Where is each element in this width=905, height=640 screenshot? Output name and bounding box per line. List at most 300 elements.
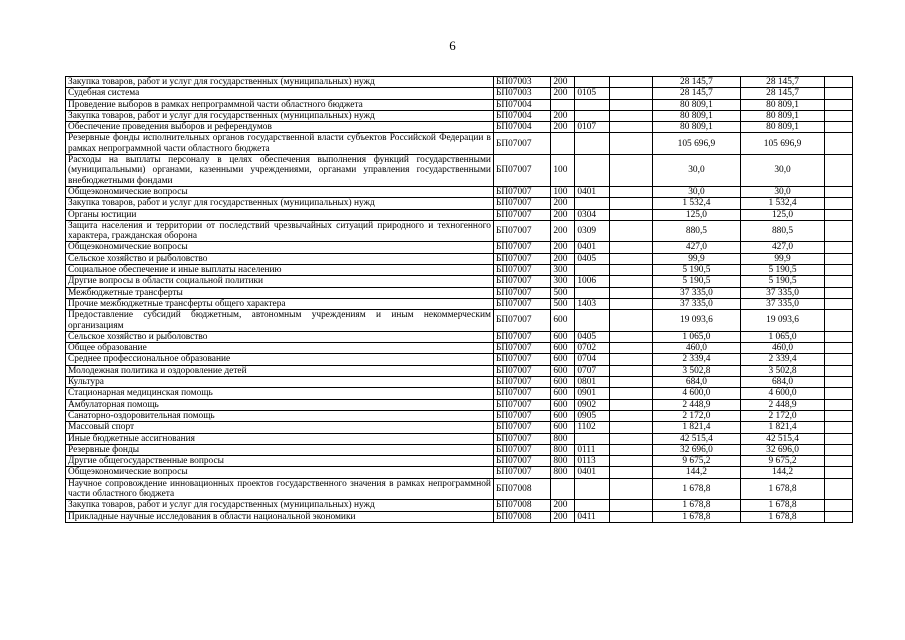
amount-cell: 80 809,1 — [741, 110, 825, 121]
section-code-cell: 1403 — [575, 298, 609, 309]
item-name-cell: Резервные фонды — [66, 444, 494, 455]
target-code-cell: БП07007 — [493, 365, 550, 376]
empty-cell — [824, 456, 852, 467]
expense-type-cell — [551, 99, 575, 110]
expense-type-cell: 200 — [551, 77, 575, 88]
amount-cell: 80 809,1 — [741, 99, 825, 110]
table-row — [66, 198, 853, 209]
amount-cell: 4 600,0 — [652, 388, 741, 399]
empty-cell — [824, 467, 852, 478]
item-name-cell: Общеэкономические вопросы — [66, 186, 494, 197]
amount-cell: 37 335,0 — [652, 287, 741, 298]
target-code-cell: БП07008 — [493, 511, 550, 522]
expense-type-cell: 600 — [551, 388, 575, 399]
empty-cell — [609, 365, 652, 376]
empty-cell — [609, 99, 652, 110]
table-row — [66, 478, 853, 500]
amount-cell: 1 821,4 — [741, 422, 825, 433]
item-name-cell: Молодежная политика и оздоровление детей — [66, 365, 494, 376]
empty-cell — [824, 343, 852, 354]
target-code-cell: БП07007 — [493, 343, 550, 354]
expense-type-cell: 600 — [551, 310, 575, 332]
section-code-cell: 0309 — [575, 220, 609, 242]
expense-type-cell: 200 — [551, 122, 575, 133]
item-name-cell: Закупка товаров, работ и услуг для государственных (муниципальных) нужд — [66, 77, 494, 88]
section-code-cell — [575, 77, 609, 88]
item-name-cell: Обеспечение проведения выборов и референдумов — [66, 122, 494, 133]
section-code-cell — [575, 500, 609, 511]
empty-cell — [609, 456, 652, 467]
expense-type-cell: 600 — [551, 410, 575, 421]
expense-type-cell: 200 — [551, 242, 575, 253]
expense-type-cell: 600 — [551, 343, 575, 354]
expense-type-cell: 600 — [551, 422, 575, 433]
empty-cell — [824, 444, 852, 455]
amount-cell: 1 678,8 — [741, 511, 825, 522]
section-code-cell — [575, 99, 609, 110]
target-code-cell: БП07007 — [493, 155, 550, 187]
empty-cell — [609, 478, 652, 500]
table-row — [66, 99, 853, 110]
empty-cell — [609, 310, 652, 332]
table-row — [66, 122, 853, 133]
target-code-cell: БП07007 — [493, 433, 550, 444]
target-code-cell: БП07007 — [493, 198, 550, 209]
target-code-cell: БП07007 — [493, 354, 550, 365]
amount-cell: 1 678,8 — [652, 478, 741, 500]
target-code-cell: БП07007 — [493, 388, 550, 399]
amount-cell: 427,0 — [741, 242, 825, 253]
empty-cell — [824, 388, 852, 399]
item-name-cell: Сельское хозяйство и рыболовство — [66, 253, 494, 264]
item-name-cell: Органы юстиции — [66, 209, 494, 220]
amount-cell: 3 502,8 — [741, 365, 825, 376]
item-name-cell: Закупка товаров, работ и услуг для государственных (муниципальных) нужд — [66, 198, 494, 209]
item-name-cell: Закупка товаров, работ и услуг для государственных (муниципальных) нужд — [66, 500, 494, 511]
amount-cell: 4 600,0 — [741, 388, 825, 399]
empty-cell — [824, 99, 852, 110]
expense-type-cell: 500 — [551, 287, 575, 298]
amount-cell: 125,0 — [652, 209, 741, 220]
empty-cell — [609, 467, 652, 478]
table-row — [66, 276, 853, 287]
target-code-cell: БП07007 — [493, 220, 550, 242]
section-code-cell: 1102 — [575, 422, 609, 433]
empty-cell — [824, 122, 852, 133]
table-row — [66, 456, 853, 467]
table-row — [66, 377, 853, 388]
empty-cell — [824, 88, 852, 99]
amount-cell: 30,0 — [652, 155, 741, 187]
item-name-cell: Иные бюджетные ассигнования — [66, 433, 494, 444]
table-row — [66, 155, 853, 187]
table-row — [66, 500, 853, 511]
table-row — [66, 399, 853, 410]
amount-cell: 28 145,7 — [741, 88, 825, 99]
empty-cell — [609, 220, 652, 242]
item-name-cell: Сельское хозяйство и рыболовство — [66, 331, 494, 342]
empty-cell — [609, 444, 652, 455]
amount-cell: 30,0 — [741, 186, 825, 197]
section-code-cell: 0105 — [575, 88, 609, 99]
target-code-cell: БП07008 — [493, 500, 550, 511]
empty-cell — [824, 220, 852, 242]
empty-cell — [609, 354, 652, 365]
section-code-cell: 0401 — [575, 467, 609, 478]
expense-type-cell — [551, 478, 575, 500]
table-row — [66, 186, 853, 197]
empty-cell — [609, 122, 652, 133]
item-name-cell: Амбулаторная помощь — [66, 399, 494, 410]
target-code-cell: БП07007 — [493, 377, 550, 388]
item-name-cell: Социальное обеспечение и иные выплаты населению — [66, 265, 494, 276]
section-code-cell: 0411 — [575, 511, 609, 522]
section-code-cell: 0902 — [575, 399, 609, 410]
empty-cell — [824, 310, 852, 332]
amount-cell: 1 532,4 — [741, 198, 825, 209]
target-code-cell: БП07007 — [493, 209, 550, 220]
expense-type-cell: 200 — [551, 220, 575, 242]
table-row — [66, 209, 853, 220]
empty-cell — [609, 410, 652, 421]
empty-cell — [824, 253, 852, 264]
target-code-cell: БП07007 — [493, 444, 550, 455]
empty-cell — [609, 198, 652, 209]
expense-type-cell: 300 — [551, 276, 575, 287]
empty-cell — [609, 331, 652, 342]
section-code-cell: 0707 — [575, 365, 609, 376]
target-code-cell: БП07007 — [493, 253, 550, 264]
amount-cell: 19 093,6 — [652, 310, 741, 332]
table-row — [66, 511, 853, 522]
amount-cell: 105 696,9 — [741, 133, 825, 155]
empty-cell — [824, 198, 852, 209]
empty-cell — [824, 511, 852, 522]
page-number: 6 — [449, 38, 456, 53]
empty-cell — [609, 343, 652, 354]
amount-cell: 460,0 — [652, 343, 741, 354]
empty-cell — [609, 242, 652, 253]
section-code-cell — [575, 110, 609, 121]
target-code-cell: БП07004 — [493, 110, 550, 121]
target-code-cell: БП07004 — [493, 99, 550, 110]
budget-table — [65, 76, 853, 523]
empty-cell — [609, 433, 652, 444]
amount-cell: 80 809,1 — [652, 110, 741, 121]
section-code-cell — [575, 310, 609, 332]
amount-cell: 1 678,8 — [652, 511, 741, 522]
table-row — [66, 433, 853, 444]
section-code-cell — [575, 478, 609, 500]
amount-cell: 30,0 — [652, 186, 741, 197]
target-code-cell: БП07007 — [493, 467, 550, 478]
item-name-cell: Массовый спорт — [66, 422, 494, 433]
amount-cell: 5 190,5 — [741, 276, 825, 287]
item-name-cell: Расходы на выплаты персоналу в целях обеспечения выполнения функций государственными (муниципальными) органами, казенными учреждениями, органами управления государственными внебюджетными фондами — [66, 155, 494, 187]
amount-cell: 80 809,1 — [652, 122, 741, 133]
expense-type-cell: 600 — [551, 365, 575, 376]
amount-cell: 80 809,1 — [741, 122, 825, 133]
target-code-cell: БП07003 — [493, 88, 550, 99]
target-code-cell: БП07007 — [493, 133, 550, 155]
target-code-cell: БП07007 — [493, 265, 550, 276]
empty-cell — [609, 276, 652, 287]
amount-cell: 2 339,4 — [741, 354, 825, 365]
section-code-cell: 1006 — [575, 276, 609, 287]
empty-cell — [609, 399, 652, 410]
target-code-cell: БП07003 — [493, 77, 550, 88]
amount-cell: 144,2 — [741, 467, 825, 478]
empty-cell — [824, 287, 852, 298]
item-name-cell: Закупка товаров, работ и услуг для государственных (муниципальных) нужд — [66, 110, 494, 121]
empty-cell — [824, 265, 852, 276]
empty-cell — [824, 77, 852, 88]
table-row — [66, 220, 853, 242]
amount-cell: 1 065,0 — [741, 331, 825, 342]
amount-cell: 80 809,1 — [652, 99, 741, 110]
expense-type-cell: 600 — [551, 399, 575, 410]
empty-cell — [824, 500, 852, 511]
expense-type-cell: 600 — [551, 354, 575, 365]
item-name-cell: Предоставление субсидий бюджетным, автономным учреждениям и иным некоммерческим организациям — [66, 310, 494, 332]
amount-cell: 1 532,4 — [652, 198, 741, 209]
amount-cell: 19 093,6 — [741, 310, 825, 332]
item-name-cell: Стационарная медицинская помощь — [66, 388, 494, 399]
amount-cell: 880,5 — [652, 220, 741, 242]
section-code-cell — [575, 265, 609, 276]
section-code-cell — [575, 133, 609, 155]
amount-cell: 42 515,4 — [741, 433, 825, 444]
empty-cell — [824, 155, 852, 187]
amount-cell: 1 821,4 — [652, 422, 741, 433]
empty-cell — [609, 209, 652, 220]
section-code-cell: 0801 — [575, 377, 609, 388]
amount-cell: 460,0 — [741, 343, 825, 354]
table-row — [66, 331, 853, 342]
amount-cell: 880,5 — [741, 220, 825, 242]
amount-cell: 37 335,0 — [741, 287, 825, 298]
table-row — [66, 410, 853, 421]
amount-cell: 2 172,0 — [741, 410, 825, 421]
table-row — [66, 242, 853, 253]
expense-type-cell: 800 — [551, 467, 575, 478]
empty-cell — [824, 186, 852, 197]
expense-type-cell: 100 — [551, 186, 575, 197]
item-name-cell: Защита населения и территории от последствий чрезвычайных ситуаций природного и техногенного характера, гражданская оборона — [66, 220, 494, 242]
table-row — [66, 298, 853, 309]
item-name-cell: Общеэкономические вопросы — [66, 467, 494, 478]
amount-cell: 1 678,8 — [741, 500, 825, 511]
item-name-cell: Общее образование — [66, 343, 494, 354]
table-row — [66, 88, 853, 99]
amount-cell: 37 335,0 — [652, 298, 741, 309]
amount-cell: 427,0 — [652, 242, 741, 253]
amount-cell: 1 065,0 — [652, 331, 741, 342]
amount-cell: 32 696,0 — [652, 444, 741, 455]
empty-cell — [824, 209, 852, 220]
empty-cell — [824, 410, 852, 421]
target-code-cell: БП07004 — [493, 122, 550, 133]
table-row — [66, 253, 853, 264]
section-code-cell: 0702 — [575, 343, 609, 354]
empty-cell — [609, 422, 652, 433]
amount-cell: 144,2 — [652, 467, 741, 478]
section-code-cell: 0901 — [575, 388, 609, 399]
empty-cell — [824, 377, 852, 388]
section-code-cell: 0113 — [575, 456, 609, 467]
empty-cell — [609, 133, 652, 155]
section-code-cell: 0401 — [575, 242, 609, 253]
item-name-cell: Санаторно-оздоровительная помощь — [66, 410, 494, 421]
section-code-cell: 0704 — [575, 354, 609, 365]
table-row — [66, 354, 853, 365]
empty-cell — [609, 287, 652, 298]
section-code-cell: 0405 — [575, 331, 609, 342]
budget-table-body — [66, 77, 853, 523]
table-row — [66, 388, 853, 399]
empty-cell — [609, 265, 652, 276]
section-code-cell — [575, 287, 609, 298]
target-code-cell: БП07007 — [493, 298, 550, 309]
expense-type-cell: 200 — [551, 110, 575, 121]
amount-cell: 9 675,2 — [652, 456, 741, 467]
section-code-cell: 0905 — [575, 410, 609, 421]
expense-type-cell: 200 — [551, 198, 575, 209]
expense-type-cell: 200 — [551, 88, 575, 99]
amount-cell: 684,0 — [741, 377, 825, 388]
empty-cell — [609, 186, 652, 197]
amount-cell: 684,0 — [652, 377, 741, 388]
expense-type-cell: 200 — [551, 511, 575, 522]
section-code-cell: 0401 — [575, 186, 609, 197]
section-code-cell: 0405 — [575, 253, 609, 264]
amount-cell: 37 335,0 — [741, 298, 825, 309]
amount-cell: 28 145,7 — [652, 88, 741, 99]
table-row — [66, 422, 853, 433]
item-name-cell: Прочие межбюджетные трансферты общего характера — [66, 298, 494, 309]
item-name-cell: Прикладные научные исследования в области национальной экономики — [66, 511, 494, 522]
item-name-cell: Общеэкономические вопросы — [66, 242, 494, 253]
empty-cell — [609, 298, 652, 309]
empty-cell — [824, 276, 852, 287]
empty-cell — [824, 110, 852, 121]
target-code-cell: БП07007 — [493, 410, 550, 421]
amount-cell: 125,0 — [741, 209, 825, 220]
target-code-cell: БП07007 — [493, 399, 550, 410]
empty-cell — [824, 331, 852, 342]
expense-type-cell: 600 — [551, 331, 575, 342]
table-row — [66, 265, 853, 276]
expense-type-cell: 500 — [551, 298, 575, 309]
amount-cell: 1 678,8 — [652, 500, 741, 511]
empty-cell — [609, 253, 652, 264]
expense-type-cell — [551, 133, 575, 155]
amount-cell: 1 678,8 — [741, 478, 825, 500]
item-name-cell: Проведение выборов в рамках непрограммной части областного бюджета — [66, 99, 494, 110]
empty-cell — [824, 298, 852, 309]
empty-cell — [609, 77, 652, 88]
amount-cell: 105 696,9 — [652, 133, 741, 155]
amount-cell: 99,9 — [741, 253, 825, 264]
amount-cell: 30,0 — [741, 155, 825, 187]
target-code-cell: БП07008 — [493, 478, 550, 500]
amount-cell: 32 696,0 — [741, 444, 825, 455]
table-row — [66, 287, 853, 298]
amount-cell: 28 145,7 — [741, 77, 825, 88]
amount-cell: 9 675,2 — [741, 456, 825, 467]
target-code-cell: БП07007 — [493, 242, 550, 253]
amount-cell: 2 448,9 — [741, 399, 825, 410]
amount-cell: 99,9 — [652, 253, 741, 264]
empty-cell — [824, 422, 852, 433]
table-row — [66, 365, 853, 376]
item-name-cell: Резервные фонды исполнительных органов государственной власти субъектов Российской Федерации в рамках непрограммной части областного бюджета — [66, 133, 494, 155]
expense-type-cell: 800 — [551, 433, 575, 444]
amount-cell: 42 515,4 — [652, 433, 741, 444]
empty-cell — [609, 155, 652, 187]
empty-cell — [609, 500, 652, 511]
target-code-cell: БП07007 — [493, 456, 550, 467]
target-code-cell: БП07007 — [493, 276, 550, 287]
amount-cell: 5 190,5 — [741, 265, 825, 276]
empty-cell — [609, 110, 652, 121]
target-code-cell: БП07007 — [493, 331, 550, 342]
section-code-cell — [575, 198, 609, 209]
amount-cell: 2 448,9 — [652, 399, 741, 410]
empty-cell — [824, 399, 852, 410]
empty-cell — [824, 133, 852, 155]
table-row — [66, 310, 853, 332]
expense-type-cell: 200 — [551, 209, 575, 220]
target-code-cell: БП07007 — [493, 186, 550, 197]
item-name-cell: Научное сопровождение инновационных проектов государственного значения в рамках непрограммной части областного бюджета — [66, 478, 494, 500]
table-row — [66, 444, 853, 455]
item-name-cell: Другие вопросы в области социальной политики — [66, 276, 494, 287]
table-row — [66, 343, 853, 354]
section-code-cell — [575, 155, 609, 187]
table-row — [66, 467, 853, 478]
section-code-cell: 0304 — [575, 209, 609, 220]
expense-type-cell: 600 — [551, 377, 575, 388]
expense-type-cell: 300 — [551, 265, 575, 276]
empty-cell — [609, 377, 652, 388]
table-row — [66, 133, 853, 155]
empty-cell — [824, 242, 852, 253]
empty-cell — [609, 388, 652, 399]
empty-cell — [824, 478, 852, 500]
amount-cell: 3 502,8 — [652, 365, 741, 376]
target-code-cell: БП07007 — [493, 310, 550, 332]
amount-cell: 2 172,0 — [652, 410, 741, 421]
empty-cell — [824, 433, 852, 444]
item-name-cell: Культура — [66, 377, 494, 388]
empty-cell — [609, 88, 652, 99]
item-name-cell: Межбюджетные трансферты — [66, 287, 494, 298]
empty-cell — [824, 354, 852, 365]
item-name-cell: Другие общегосударственные вопросы — [66, 456, 494, 467]
section-code-cell — [575, 433, 609, 444]
expense-type-cell: 800 — [551, 444, 575, 455]
amount-cell: 5 190,5 — [652, 276, 741, 287]
section-code-cell: 0111 — [575, 444, 609, 455]
table-row — [66, 77, 853, 88]
table-row — [66, 110, 853, 121]
target-code-cell: БП07007 — [493, 422, 550, 433]
expense-type-cell: 200 — [551, 253, 575, 264]
empty-cell — [824, 365, 852, 376]
item-name-cell: Среднее профессиональное образование — [66, 354, 494, 365]
item-name-cell: Судебная система — [66, 88, 494, 99]
